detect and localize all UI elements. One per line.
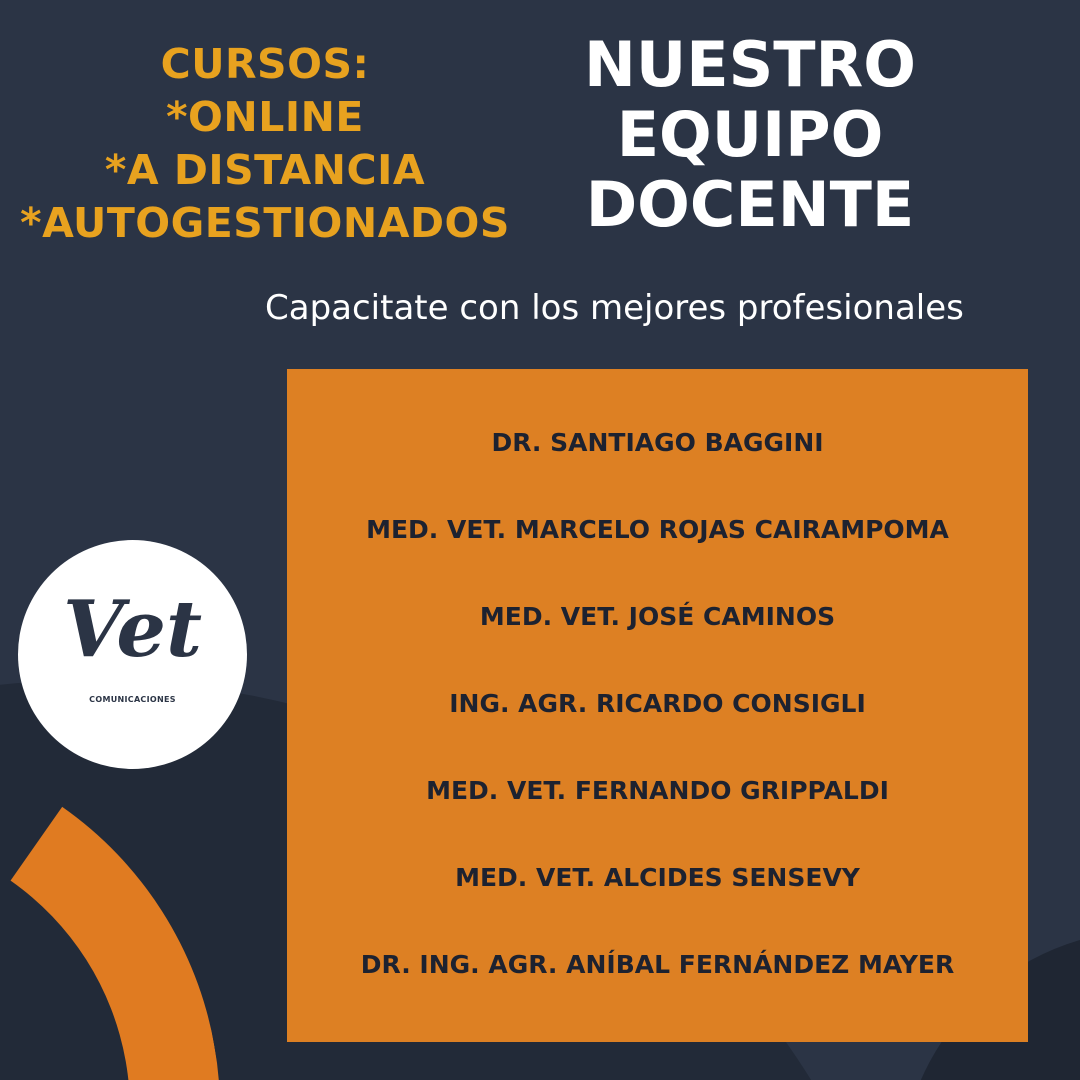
team-member: MED. VET. MARCELO ROJAS CAIRAMPOMA	[366, 515, 949, 544]
team-member: MED. VET. JOSÉ CAMINOS	[479, 602, 836, 631]
team-member: MED. VET. FERNANDO GRIPPALDI	[426, 776, 889, 805]
team-panel	[287, 369, 1028, 1042]
team-member: ING. AGR. RICARDO CONSIGLI	[449, 689, 866, 718]
courses-line: CURSOS:	[160, 40, 370, 88]
logo-mark: Vet	[62, 584, 202, 675]
title-line: EQUIPO	[616, 98, 884, 171]
logo-subtitle: COMUNICACIONES	[89, 695, 176, 704]
title-line: DOCENTE	[585, 168, 915, 241]
team-member: MED. VET. ALCIDES SENSEVY	[455, 863, 860, 892]
tagline: Capacitate con los mejores profesionales	[265, 288, 964, 328]
page-title	[580, 30, 920, 240]
courses-line: *AUTOGESTIONADOS	[20, 199, 510, 247]
logo	[18, 540, 247, 769]
courses-line: *ONLINE	[166, 93, 364, 141]
courses-line: *A DISTANCIA	[104, 146, 426, 194]
team-member: DR. ING. AGR. ANÍBAL FERNÁNDEZ MAYER	[360, 950, 955, 979]
title-line: NUESTRO	[584, 28, 916, 101]
team-member: DR. SANTIAGO BAGGINI	[491, 428, 824, 457]
courses-block	[20, 38, 510, 250]
